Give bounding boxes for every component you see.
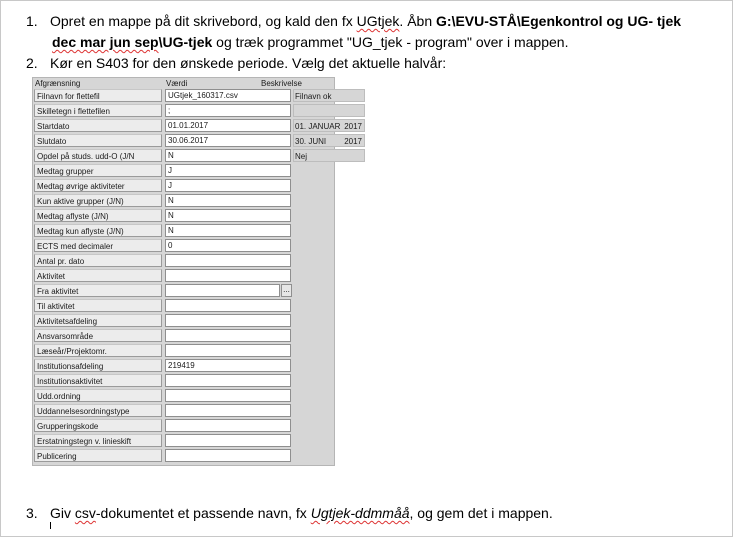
row-value-input[interactable] xyxy=(165,299,291,312)
row-value-input[interactable] xyxy=(165,269,291,282)
header-beskrivelse: Beskrivelse xyxy=(261,79,302,88)
s403-parameter-grid xyxy=(32,77,362,466)
step-1-path: G:\EVU-STÅ\Egenkontrol og UG- tjek xyxy=(436,13,682,29)
row-description-text: 01. JANUAR xyxy=(295,122,341,131)
row-value-input[interactable] xyxy=(165,434,291,447)
row-label: Slutdato xyxy=(34,134,162,147)
row-value-input[interactable]: 0 xyxy=(165,239,291,252)
row-value-input[interactable] xyxy=(165,314,291,327)
row-description xyxy=(293,134,365,147)
row-description xyxy=(293,449,335,462)
row-description-text: Filnavn ok xyxy=(295,92,332,101)
row-description xyxy=(293,209,335,222)
row-value-input[interactable]: ; xyxy=(165,104,291,117)
step-1-path-tail: \UG-tjek xyxy=(158,34,213,50)
header-vaerdi: Værdi xyxy=(166,79,188,88)
step-1-text-tail: og træk programmet "UG_tjek - program" over i mappen. xyxy=(212,34,569,50)
row-description xyxy=(293,284,335,297)
row-label: Startdato xyxy=(34,119,162,132)
row-value-input[interactable] xyxy=(165,404,291,417)
row-value-input[interactable]: 01.01.2017 xyxy=(165,119,291,132)
grid-row xyxy=(33,314,336,329)
row-label: Medtag øvrige aktiviteter xyxy=(34,179,162,192)
grid-row xyxy=(33,164,336,179)
grid-row xyxy=(33,434,336,449)
step-2-number: 2. xyxy=(26,55,38,71)
row-value-input[interactable] xyxy=(165,344,291,357)
row-value-input[interactable]: N xyxy=(165,224,291,237)
row-label: Medtag kun aflyste (J/N) xyxy=(34,224,162,237)
row-value-input[interactable]: 219419 xyxy=(165,359,291,372)
grid-row xyxy=(33,194,336,209)
row-description-year: 2017 xyxy=(344,122,362,131)
row-value-input[interactable]: 30.06.2017 xyxy=(165,134,291,147)
row-description xyxy=(293,239,335,252)
grid-row xyxy=(33,134,362,149)
row-label: Skilletegn i flettefilen xyxy=(34,104,162,117)
row-value-input[interactable] xyxy=(165,254,291,267)
row-label: Fra aktivitet xyxy=(34,284,162,297)
row-label: Medtag grupper xyxy=(34,164,162,177)
row-value-input[interactable]: N xyxy=(165,194,291,207)
row-value-input[interactable] xyxy=(165,374,291,387)
row-label: Medtag aflyste (J/N) xyxy=(34,209,162,222)
row-value-input[interactable]: J xyxy=(165,164,291,177)
row-label: Antal pr. dato xyxy=(34,254,162,267)
header-afgraensning: Afgrænsning xyxy=(35,79,81,88)
row-value-input[interactable]: J xyxy=(165,179,291,192)
step-3-text-a: Giv xyxy=(50,505,75,521)
row-label: Ansvarsområde xyxy=(34,329,162,342)
grid-row xyxy=(33,359,336,374)
row-description xyxy=(293,104,365,117)
row-description xyxy=(293,299,335,312)
row-value-input[interactable] xyxy=(165,449,291,462)
row-description xyxy=(293,164,335,177)
row-description xyxy=(293,89,365,102)
row-description xyxy=(293,179,335,192)
row-description xyxy=(293,194,335,207)
grid-row xyxy=(33,419,336,434)
step-3-number: 3. xyxy=(26,505,38,521)
row-label: ECTS med decimaler xyxy=(34,239,162,252)
row-description xyxy=(293,119,365,132)
row-description xyxy=(293,149,365,162)
row-description xyxy=(293,344,335,357)
row-value-input[interactable]: UGtjek_160317.csv xyxy=(165,89,291,102)
grid-row xyxy=(33,239,336,254)
row-description xyxy=(293,269,335,282)
grid-row xyxy=(33,254,336,269)
row-description xyxy=(293,419,335,432)
grid-row xyxy=(33,404,336,419)
row-label: Erstatningstegn v. linieskift xyxy=(34,434,162,447)
row-description xyxy=(293,224,335,237)
grid-row xyxy=(33,89,336,104)
step-1-number: 1. xyxy=(26,13,38,29)
row-value-input[interactable]: N xyxy=(165,149,291,162)
row-description-text: Nej xyxy=(295,152,308,161)
row-description xyxy=(293,404,335,417)
row-label: Aktivitet xyxy=(34,269,162,282)
grid-row xyxy=(33,149,336,164)
lookup-ellipsis-button[interactable]: ... xyxy=(281,284,292,297)
grid-row xyxy=(33,284,336,299)
row-label: Til aktivitet xyxy=(34,299,162,312)
step-1-line-2 xyxy=(26,31,568,53)
row-label: Publicering xyxy=(34,449,162,462)
row-label: Kun aktive grupper (J/N) xyxy=(34,194,162,207)
row-description xyxy=(293,374,335,387)
row-label: Udd.ordning xyxy=(34,389,162,402)
row-description xyxy=(293,389,335,402)
step-3-csv: csv xyxy=(74,505,96,521)
grid-row xyxy=(33,224,336,239)
row-label: Institutionsafdeling xyxy=(34,359,162,372)
grid-row xyxy=(33,299,336,314)
row-label: Opdel på studs. udd-O (J/N xyxy=(34,149,162,162)
row-description xyxy=(293,314,335,327)
grid-row xyxy=(33,374,336,389)
grid-row xyxy=(33,179,336,194)
grid-row xyxy=(33,104,336,119)
step-1-text-a: Opret en mappe på dit skrivebord, og kald den fx xyxy=(50,13,357,29)
step-3-filename: Ugtjek-ddmmåå xyxy=(310,505,410,521)
text-cursor xyxy=(50,522,51,529)
row-description xyxy=(293,434,335,447)
step-1-folder-name: UGtjek xyxy=(356,13,400,29)
row-label: Uddannelsesordningstype xyxy=(34,404,162,417)
row-value-input[interactable]: N xyxy=(165,209,291,222)
row-value-input[interactable] xyxy=(165,389,291,402)
grid-row xyxy=(33,209,336,224)
row-description-year: 2017 xyxy=(344,137,362,146)
row-value-input[interactable] xyxy=(165,284,280,297)
row-description xyxy=(293,359,335,372)
grid-row xyxy=(33,344,336,359)
step-2-text: Kør en S403 for den ønskede periode. Vælg det aktuelle halvår: xyxy=(50,55,447,71)
grid-row xyxy=(33,119,362,134)
grid-row xyxy=(33,449,336,464)
row-label: Læseår/Projektomr. xyxy=(34,344,162,357)
grid-row xyxy=(33,389,336,404)
step-3-text-d: , og gem det i mappen. xyxy=(409,505,553,521)
row-label: Aktivitetsafdeling xyxy=(34,314,162,327)
step-3 xyxy=(26,502,553,524)
row-value-input[interactable] xyxy=(165,329,291,342)
step-1-path-months: dec mar jun sep xyxy=(52,34,159,50)
row-description xyxy=(293,254,335,267)
grid-row xyxy=(33,269,336,284)
row-label: Grupperingskode xyxy=(34,419,162,432)
row-label: Institutionsaktivitet xyxy=(34,374,162,387)
step-1-text-c: . Åbn xyxy=(399,13,437,29)
row-description-text: 30. JUNI xyxy=(295,137,327,146)
row-value-input[interactable] xyxy=(165,419,291,432)
grid-row xyxy=(33,329,336,344)
row-description xyxy=(293,329,335,342)
row-label: Filnavn for flettefil xyxy=(34,89,162,102)
step-1 xyxy=(26,10,681,32)
step-2 xyxy=(26,52,446,74)
step-3-text-c: -dokumentet et passende navn, fx xyxy=(95,505,311,521)
